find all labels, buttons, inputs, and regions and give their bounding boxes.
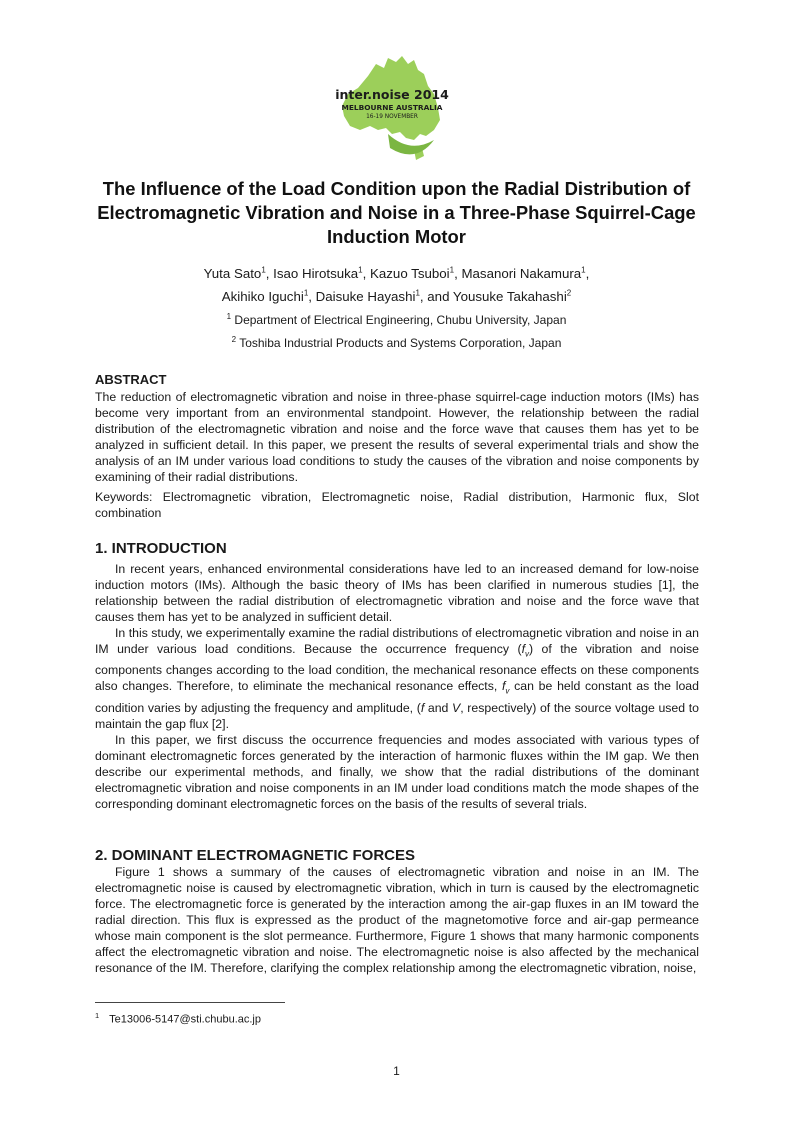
logo-line1: inter.noise 2014 <box>335 87 449 102</box>
author-affil-sup: 1 <box>449 265 455 275</box>
section-1-body <box>95 561 699 812</box>
footnote-mark: 1 <box>95 1011 100 1020</box>
section-1-paragraph-3: In this paper, we first discuss the occurrence frequencies and modes associated with various types of dominant electromagnetic forces generated by the interaction of harmonic fluxes within the IM gap. We then describe our experimental methods, and finally, we show that the radial distributions of the dominant electromagnetic vibration and noise components in an IM under load conditions match the mode shapes of the corresponding dominant electromagnetic forces on the basis of the results of several trials. <box>95 732 699 811</box>
author-separator: , <box>454 266 462 281</box>
author-name: Akihiko Iguchi <box>221 289 304 304</box>
affiliation-2 <box>60 336 733 351</box>
symbol-f: f <box>502 679 506 694</box>
symbol-f: f <box>420 700 425 715</box>
footnote <box>95 1011 261 1026</box>
author-name: Masanori Nakamura <box>461 266 582 281</box>
author-affil-sup: 1 <box>415 288 420 298</box>
author-name: Yuta Sato <box>203 266 262 281</box>
author-name: Yousuke Takahashi <box>452 289 567 304</box>
author-affil-sup: 1 <box>303 288 309 298</box>
author-affil-sup: 1 <box>261 265 266 275</box>
author-separator: , <box>585 266 590 281</box>
section-1-paragraph-1: In recent years, enhanced environmental considerations have led to an increased demand for low-noise induction motors (IMs). Although the basic theory of IMs has been clarified in numerous studies [1], the relationship between the radial distribution of electromagnetic vibration and noise and the force wave that causes them has yet to be analyzed in sufficient detail. <box>95 562 699 624</box>
section-1-paragraph-2 <box>95 625 699 732</box>
footnote-divider <box>95 1002 285 1003</box>
author-separator: , <box>265 266 274 281</box>
author-name: Kazuo Tsuboi <box>370 266 450 281</box>
abstract-heading: ABSTRACT <box>95 372 167 387</box>
page-number: 1 <box>393 1064 400 1078</box>
author-line-1 <box>60 262 733 285</box>
symbol-V: V <box>452 700 461 715</box>
abstract-text: The reduction of electromagnetic vibration and noise in three-phase squirrel-cage induction motors (IMs) has become very important from an environmental standpoint. However, the relationship between the radial distribution of the electromagnetic vibration and noise and the force wave that causes them has yet to be analyzed in sufficient detail. In this paper, we present the results of several experimental trials and show the analysis of an IM under various load conditions to study the causes of the vibration and noise components by examining of their radial distributions. <box>95 390 699 484</box>
symbol-fv <box>521 642 529 659</box>
author-affil-sup: 2 <box>566 288 572 298</box>
affiliation-text: Toshiba Industrial Products and Systems Corporation, Japan <box>239 336 562 350</box>
affiliation-1 <box>60 313 733 328</box>
section-2-paragraph-1: Figure 1 shows a summary of the causes of electromagnetic vibration and noise in an IM. The electromagnetic noise is caused by electromagnetic vibration, which in turn is caused by the electromagnetic force. The electromagnetic force is generated by the interaction among the air-gap fluxes in an IM toward the radial direction. This flux is expressed as the product of the magnetomotive force and air-gap permeance whose main component is the slot permeance. Furthermore, Figure 1 shows that many harmonic components affect the electromagnetic vibration and noise. The electromagnetic noise is also affected by the mechanical resonance of the IM. Therefore, clarifying the complex relationship among the electromagnetic vibration, noise, <box>95 865 699 975</box>
symbol-f: f <box>521 642 525 656</box>
author-affil-sup: 1 <box>358 265 363 275</box>
author-line-2 <box>60 285 733 308</box>
author-separator: , and <box>419 289 453 304</box>
author-affil-sup: 1 <box>581 265 586 275</box>
logo-line2: MELBOURNE AUSTRALIA <box>341 103 443 112</box>
symbol-sub-v: v <box>505 686 510 696</box>
text-run: In this study, we experimentally examine the radial distributions of electromagnetic vibration and noise in an IM under various load conditions. Because the occurrence frequency ( <box>95 626 699 656</box>
author-separator: , <box>362 266 371 281</box>
author-name: Daisuke Hayashi <box>315 289 416 304</box>
author-list <box>60 262 733 308</box>
author-name: Isao Hirotsuka <box>273 266 359 281</box>
affiliation-sup: 1 <box>226 312 232 321</box>
section-2-heading: 2. DOMINANT ELECTROMAGNETIC FORCES <box>95 847 416 864</box>
section-1-heading: 1. INTRODUCTION <box>95 540 227 557</box>
conference-logo <box>330 54 454 168</box>
section-2-body <box>95 864 699 976</box>
australia-map-logo <box>330 54 454 168</box>
text-run: ) of the vibration and noise components changes according to the load condition, the mechanical resonance effects on these components also changes. Therefore, to eliminate the mechanical resonance effects, <box>95 642 700 694</box>
logo-line3: 16-19 NOVEMBER <box>366 114 418 120</box>
affiliation-sup: 2 <box>231 335 237 344</box>
paper-title: The Influence of the Load Condition upon the Radial Distribution of Electromagnetic Vibration and Noise in a Three-Phase Squirrel-Cage Induction Motor <box>97 178 696 247</box>
author-separator: , <box>308 289 316 304</box>
text-run: and <box>424 700 453 715</box>
affiliation-text: Department of Electrical Engineering, Chubu University, Japan <box>234 313 567 327</box>
keywords: Keywords: Electromagnetic vibration, Electromagnetic noise, Radial distribution, Harmonic flux, Slot combination <box>95 490 699 520</box>
text-run: can be held constant as the load condition varies by adjusting the frequency and amplitude, ( <box>95 679 699 715</box>
text-run: , respectively) of the source voltage used to maintain the gap flux [2]. <box>95 700 700 731</box>
footnote-email: Te13006-5147@sti.chubu.ac.jp <box>109 1013 261 1026</box>
symbol-sub-v: v <box>525 649 529 659</box>
